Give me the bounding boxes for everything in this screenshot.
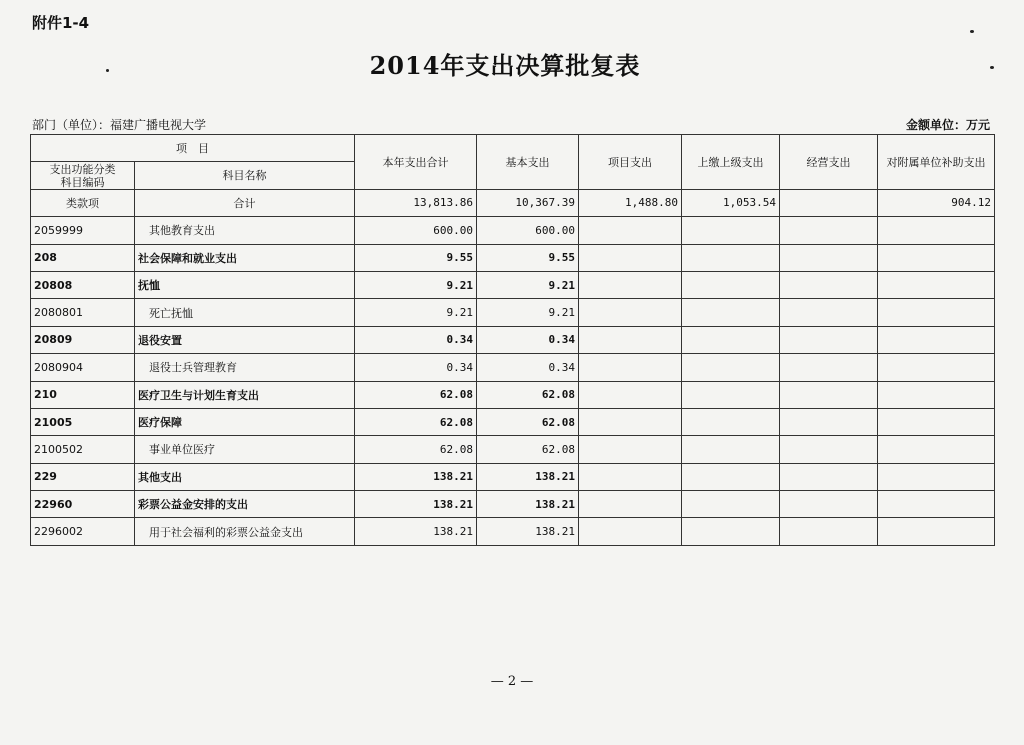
remit-header: 上缴上级支出 <box>682 135 780 190</box>
cell-project <box>579 491 682 518</box>
cell-project <box>579 463 682 490</box>
cell-total: 138.21 <box>355 491 477 518</box>
cell-name: 医疗保障 <box>135 408 355 435</box>
cell-total: 13,813.86 <box>355 189 477 216</box>
cell-remit <box>682 408 780 435</box>
cell-subsidy: 904.12 <box>878 189 995 216</box>
name-header: 科目名称 <box>135 162 355 189</box>
cell-subsidy <box>878 299 995 326</box>
cell-code: 2296002 <box>31 518 135 545</box>
cell-total: 600.00 <box>355 217 477 244</box>
cell-basic: 62.08 <box>477 436 579 463</box>
cell-total: 0.34 <box>355 326 477 353</box>
cell-code: 22960 <box>31 491 135 518</box>
business-header: 经营支出 <box>780 135 878 190</box>
cell-business <box>780 518 878 545</box>
cell-total: 0.34 <box>355 354 477 381</box>
cell-code: 2080904 <box>31 354 135 381</box>
project-header: 项目支出 <box>579 135 682 190</box>
item-header: 项 目 <box>31 135 355 162</box>
cell-code: 20808 <box>31 271 135 298</box>
scan-speck <box>990 66 994 69</box>
cell-remit <box>682 354 780 381</box>
cell-subsidy <box>878 326 995 353</box>
cell-name: 死亡抚恤 <box>135 299 355 326</box>
cell-business <box>780 217 878 244</box>
cell-basic: 138.21 <box>477 463 579 490</box>
cell-business <box>780 408 878 435</box>
cell-project <box>579 271 682 298</box>
cell-name: 其他支出 <box>135 463 355 490</box>
cell-name: 事业单位医疗 <box>135 436 355 463</box>
cell-subsidy <box>878 244 995 271</box>
basic-header: 基本支出 <box>477 135 579 190</box>
cell-total: 62.08 <box>355 436 477 463</box>
cell-remit <box>682 244 780 271</box>
cell-project <box>579 436 682 463</box>
cell-remit: 1,053.54 <box>682 189 780 216</box>
cell-basic: 600.00 <box>477 217 579 244</box>
cell-basic: 9.21 <box>477 271 579 298</box>
cell-subsidy <box>878 408 995 435</box>
cell-code: 210 <box>31 381 135 408</box>
cell-name: 合计 <box>135 189 355 216</box>
cell-total: 62.08 <box>355 381 477 408</box>
cell-code: 2100502 <box>31 436 135 463</box>
cell-remit <box>682 326 780 353</box>
cell-basic: 0.34 <box>477 354 579 381</box>
page-number: — 2 — <box>490 674 534 689</box>
cell-project <box>579 381 682 408</box>
table-row <box>31 354 995 381</box>
cell-business <box>780 244 878 271</box>
cell-project <box>579 326 682 353</box>
cell-subsidy <box>878 436 995 463</box>
table-row <box>31 518 995 545</box>
table-row <box>31 271 995 298</box>
cell-remit <box>682 381 780 408</box>
cell-name: 医疗卫生与计划生育支出 <box>135 381 355 408</box>
cell-total: 138.21 <box>355 463 477 490</box>
scan-speck <box>106 69 109 72</box>
cell-name: 退役安置 <box>135 326 355 353</box>
cell-subsidy <box>878 217 995 244</box>
cell-remit <box>682 463 780 490</box>
cell-name: 社会保障和就业支出 <box>135 244 355 271</box>
cell-basic: 9.21 <box>477 299 579 326</box>
amount-unit-label: 金额单位：万元 <box>905 118 990 132</box>
cell-code: 20809 <box>31 326 135 353</box>
cell-name: 抚恤 <box>135 271 355 298</box>
cell-business <box>780 381 878 408</box>
annex-label: 附件1-4 <box>32 14 90 32</box>
cell-basic: 9.55 <box>477 244 579 271</box>
cell-project <box>579 518 682 545</box>
page-title: 2014年支出决算批复表 <box>369 51 641 80</box>
cell-total: 9.55 <box>355 244 477 271</box>
cell-total: 62.08 <box>355 408 477 435</box>
cell-subsidy <box>878 491 995 518</box>
cell-business <box>780 271 878 298</box>
cell-code: 类款项 <box>31 189 135 216</box>
cell-name: 其他教育支出 <box>135 217 355 244</box>
cell-remit <box>682 491 780 518</box>
code-header: 支出功能分类 科目编码 <box>31 162 135 189</box>
cell-subsidy <box>878 381 995 408</box>
table-row <box>31 463 995 490</box>
table-row <box>31 217 995 244</box>
cell-code: 229 <box>31 463 135 490</box>
cell-remit <box>682 299 780 326</box>
subsidy-header: 对附属单位补助支出 <box>878 135 995 190</box>
cell-project <box>579 217 682 244</box>
cell-remit <box>682 217 780 244</box>
cell-code: 21005 <box>31 408 135 435</box>
cell-subsidy <box>878 354 995 381</box>
cell-total: 9.21 <box>355 299 477 326</box>
cell-total: 138.21 <box>355 518 477 545</box>
cell-name: 用于社会福利的彩票公益金支出 <box>135 518 355 545</box>
cell-business <box>780 491 878 518</box>
cell-total: 9.21 <box>355 271 477 298</box>
cell-project <box>579 354 682 381</box>
cell-subsidy <box>878 271 995 298</box>
cell-basic: 10,367.39 <box>477 189 579 216</box>
cell-basic: 0.34 <box>477 326 579 353</box>
cell-business <box>780 326 878 353</box>
total-row <box>31 189 995 216</box>
cell-code: 2059999 <box>31 217 135 244</box>
cell-name: 彩票公益金安排的支出 <box>135 491 355 518</box>
cell-basic: 62.08 <box>477 408 579 435</box>
cell-project <box>579 408 682 435</box>
cell-basic: 138.21 <box>477 491 579 518</box>
cell-project: 1,488.80 <box>579 189 682 216</box>
cell-basic: 138.21 <box>477 518 579 545</box>
cell-business <box>780 463 878 490</box>
cell-project <box>579 244 682 271</box>
total-header: 本年支出合计 <box>355 135 477 190</box>
cell-remit <box>682 271 780 298</box>
table-row <box>31 244 995 271</box>
table-row <box>31 436 995 463</box>
table-row <box>31 299 995 326</box>
cell-code: 2080801 <box>31 299 135 326</box>
cell-name: 退役士兵管理教育 <box>135 354 355 381</box>
table-row <box>31 491 995 518</box>
cell-business <box>780 189 878 216</box>
scan-speck <box>970 30 974 33</box>
cell-remit <box>682 436 780 463</box>
cell-basic: 62.08 <box>477 381 579 408</box>
table-body <box>31 189 995 545</box>
cell-business <box>780 354 878 381</box>
cell-subsidy <box>878 463 995 490</box>
table-row <box>31 381 995 408</box>
table-row <box>31 326 995 353</box>
cell-remit <box>682 518 780 545</box>
department-label: 部门（单位）：福建广播电视大学 <box>32 118 207 132</box>
cell-project <box>579 299 682 326</box>
cell-code: 208 <box>31 244 135 271</box>
cell-business <box>780 436 878 463</box>
expenditure-table <box>30 134 995 546</box>
table-row <box>31 408 995 435</box>
cell-subsidy <box>878 518 995 545</box>
cell-business <box>780 299 878 326</box>
